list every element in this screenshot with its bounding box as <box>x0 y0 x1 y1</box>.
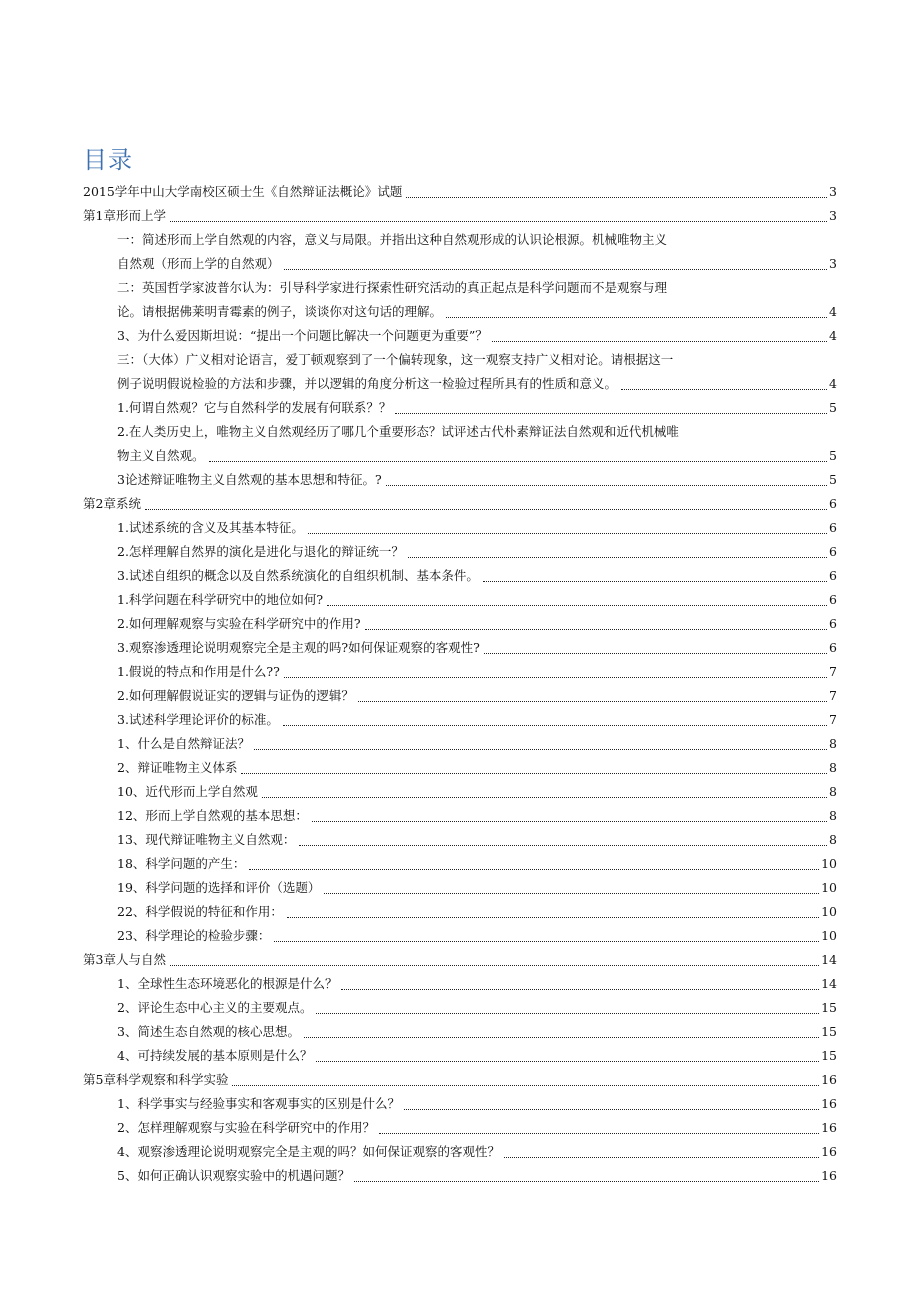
dot-leader <box>395 413 827 414</box>
toc-question-entry[interactable] <box>117 996 837 1020</box>
toc-page-number: 14 <box>821 952 837 967</box>
toc-page-number: 10 <box>821 880 837 895</box>
toc-question-entry[interactable] <box>117 924 837 948</box>
dot-leader <box>341 989 819 990</box>
toc-entry-text: 4、观察渗透理论说明观察完全是主观的吗？如何保证观察的客观性？ <box>117 1144 500 1159</box>
toc-page-number: 7 <box>829 712 837 727</box>
toc-page-number: 8 <box>829 736 837 751</box>
toc-entry-text: 3论述辩证唯物主义自然观的基本思想和特征。? <box>117 472 382 487</box>
toc-question-entry[interactable] <box>117 852 837 876</box>
dot-leader <box>312 821 827 822</box>
toc-entry-text: 3.试述科学理论评价的标准。 <box>117 712 279 727</box>
toc-chapter-entry[interactable] <box>83 492 837 516</box>
toc-entry-text: 物主义自然观。 <box>117 448 205 463</box>
toc-page-number: 16 <box>821 1144 837 1159</box>
toc-question-entry[interactable] <box>117 972 837 996</box>
toc-question-entry[interactable] <box>117 540 837 564</box>
toc-entry-text: 第5章科学观察和科学实验 <box>83 1072 229 1087</box>
toc-question-entry[interactable] <box>117 516 837 540</box>
dot-leader <box>249 869 819 870</box>
toc-question-entry[interactable] <box>117 420 837 468</box>
toc-question-entry[interactable] <box>117 828 837 852</box>
toc-page-number: 7 <box>829 688 837 703</box>
dot-leader <box>308 533 827 534</box>
dot-leader <box>324 893 819 894</box>
toc-question-entry[interactable] <box>117 324 837 348</box>
toc-question-entry[interactable] <box>117 756 837 780</box>
toc-page-number: 6 <box>829 640 837 655</box>
toc-question-entry[interactable] <box>117 564 837 588</box>
dot-leader <box>446 317 827 318</box>
toc-page-number: 10 <box>821 904 837 919</box>
dot-leader <box>283 725 827 726</box>
toc-chapter-entry[interactable] <box>83 204 837 228</box>
toc-entry-text: 自然观（形而上学的自然观） <box>117 256 280 271</box>
toc-entry-text: 19、科学问题的选择和评价（选题） <box>117 880 321 895</box>
dot-leader <box>358 701 827 702</box>
toc-entry-text-line: 三：（大体）广义相对论语言，爱丁顿观察到了一个偏转现象，这一观察支持广义相对论。请根据这一 <box>117 352 674 367</box>
dot-leader <box>241 773 827 774</box>
dot-leader <box>209 461 828 462</box>
toc-page-number: 8 <box>829 808 837 823</box>
dot-leader <box>254 749 827 750</box>
toc-entry-text-line: 2.在人类历史上，唯物主义自然观经历了哪几个重要形态？试评述古代朴素辩证法自然观和近代机械唯 <box>117 424 679 439</box>
toc-page-number: 6 <box>829 568 837 583</box>
toc-entry-text: 2.怎样理解自然界的演化是进化与退化的辩证统一？ <box>117 544 404 559</box>
toc-entry-text: 3.试述自组织的概念以及自然系统演化的自组织机制、基本条件。 <box>117 568 479 583</box>
toc-page-number: 10 <box>821 928 837 943</box>
toc-entry-text: 1.何谓自然观？它与自然科学的发展有何联系？？ <box>117 400 392 415</box>
toc-chapter-entry[interactable] <box>83 948 837 972</box>
toc-entry-text: 1.假说的特点和作用是什么?? <box>117 664 280 679</box>
toc-question-entry[interactable] <box>117 636 837 660</box>
toc-page-number: 3 <box>829 184 837 199</box>
toc-entry-text: 2.如何理解观察与实验在科学研究中的作用? <box>117 616 361 631</box>
toc-question-entry[interactable] <box>117 1164 837 1188</box>
dot-leader <box>484 653 827 654</box>
toc-question-entry[interactable] <box>117 1020 837 1044</box>
toc-entry-text: 1.科学问题在科学研究中的地位如何? <box>117 592 324 607</box>
toc-page-number: 5 <box>829 448 837 463</box>
toc-entry-text: 1.试述系统的含义及其基本特征。 <box>117 520 304 535</box>
dot-leader <box>145 509 827 510</box>
toc-question-entry[interactable] <box>117 612 837 636</box>
toc-question-entry[interactable] <box>117 780 837 804</box>
toc-page-number: 6 <box>829 496 837 511</box>
dot-leader <box>316 1013 819 1014</box>
toc-page-number: 7 <box>829 664 837 679</box>
toc-question-entry[interactable] <box>117 804 837 828</box>
dot-leader <box>284 677 827 678</box>
dot-leader <box>483 581 827 582</box>
toc-entry-text: 3、简述生态自然观的核心思想。 <box>117 1024 300 1039</box>
toc-page-number: 3 <box>829 208 837 223</box>
toc-entry-text: 3.观察渗透理论说明观察完全是主观的吗?如何保证观察的客观性? <box>117 640 480 655</box>
dot-leader <box>406 197 827 198</box>
toc-page-number: 5 <box>829 472 837 487</box>
toc-entry-text: 第2章系统 <box>83 496 141 511</box>
toc-entry-text: 1、科学事实与经验事实和客观事实的区别是什么？ <box>117 1096 400 1111</box>
toc-question-entry[interactable] <box>117 732 837 756</box>
toc-entry-text: 1、什么是自然辩证法？ <box>117 736 250 751</box>
toc-question-entry[interactable] <box>117 900 837 924</box>
toc-heading: 目录 <box>83 146 133 174</box>
toc-page-number: 14 <box>821 976 837 991</box>
toc-page-number: 4 <box>829 376 837 391</box>
toc-entry-text: 23、科学理论的检验步骤： <box>117 928 271 943</box>
toc-question-entry[interactable] <box>117 1116 837 1140</box>
toc-page-number: 10 <box>821 856 837 871</box>
dot-leader <box>404 1109 819 1110</box>
toc-entry-text: 3、为什么爱因斯坦说：“提出一个问题比解决一个问题更为重要”？ <box>117 328 488 343</box>
toc-entry-text: 4、可持续发展的基本原则是什么？ <box>117 1048 313 1063</box>
dot-leader <box>327 605 827 606</box>
dot-leader <box>299 845 827 846</box>
toc-entry-text: 22、科学假说的特征和作用： <box>117 904 283 919</box>
dot-leader <box>408 557 827 558</box>
toc-entry-text-line: 二：英国哲学家波普尔认为：引导科学家进行探索性研究活动的真正起点是科学问题而不是观察与理 <box>117 280 668 295</box>
toc-page-number: 6 <box>829 616 837 631</box>
toc-question-entry[interactable] <box>117 348 837 396</box>
toc-entry-text: 2、辩证唯物主义体系 <box>117 760 238 775</box>
toc-entry-text: 第1章形而上学 <box>83 208 166 223</box>
toc-question-entry[interactable] <box>117 276 837 324</box>
toc-entry-text: 论。请根据佛莱明青霉素的例子，谈谈你对这句话的理解。 <box>117 304 443 319</box>
toc-page-number: 16 <box>821 1096 837 1111</box>
toc-page-number: 8 <box>829 784 837 799</box>
dot-leader <box>621 389 827 390</box>
toc-entry-text: 1、全球性生态环境恶化的根源是什么？ <box>117 976 338 991</box>
dot-leader <box>304 1037 819 1038</box>
toc-page-number: 16 <box>821 1168 837 1183</box>
dot-leader <box>262 797 827 798</box>
toc-entry-text: 5、如何正确认识观察实验中的机遇问题？ <box>117 1168 350 1183</box>
toc-list <box>83 180 837 1188</box>
toc-page-number: 6 <box>829 544 837 559</box>
dot-leader <box>287 917 819 918</box>
toc-question-entry[interactable] <box>117 876 837 900</box>
toc-question-entry[interactable] <box>117 1044 837 1068</box>
toc-entry-text: 10、近代形而上学自然观 <box>117 784 258 799</box>
dot-leader <box>354 1181 819 1182</box>
dot-leader <box>386 485 827 486</box>
dot-leader <box>232 1085 819 1086</box>
toc-page-number: 16 <box>821 1120 837 1135</box>
dot-leader <box>274 941 819 942</box>
toc-entry-text: 例子说明假说检验的方法和步骤，并以逻辑的角度分析这一检验过程所具有的性质和意义。 <box>117 376 618 391</box>
dot-leader <box>492 341 827 342</box>
toc-page-number: 15 <box>821 1024 837 1039</box>
dot-leader <box>365 629 827 630</box>
toc-entry-text: 12、形而上学自然观的基本思想： <box>117 808 308 823</box>
toc-page-number: 4 <box>829 304 837 319</box>
toc-entry-text: 2.如何理解假说证实的逻辑与证伪的逻辑？ <box>117 688 354 703</box>
toc-page-number: 16 <box>821 1072 837 1087</box>
toc-entry-text-line: 一：简述形而上学自然观的内容，意义与局限。并指出这种自然观形成的认识论根源。机械唯物主义 <box>117 232 668 247</box>
toc-entry-text: 2015学年中山大学南校区硕士生《自然辩证法概论》试题 <box>83 184 403 199</box>
dot-leader <box>504 1157 819 1158</box>
toc-question-entry[interactable] <box>117 1140 837 1164</box>
toc-page-number: 15 <box>821 1048 837 1063</box>
toc-page-number: 6 <box>829 520 837 535</box>
toc-page-number: 15 <box>821 1000 837 1015</box>
toc-page-number: 3 <box>829 256 837 271</box>
toc-question-entry[interactable] <box>117 684 837 708</box>
toc-question-entry[interactable] <box>117 1092 837 1116</box>
toc-page-number: 8 <box>829 760 837 775</box>
toc-entry-text: 18、科学问题的产生： <box>117 856 246 871</box>
toc-page-number: 8 <box>829 832 837 847</box>
toc-entry-text: 第3章人与自然 <box>83 952 166 967</box>
toc-question-entry[interactable] <box>117 468 837 492</box>
toc-question-entry[interactable] <box>117 588 837 612</box>
toc-question-entry[interactable] <box>117 396 837 420</box>
dot-leader <box>316 1061 819 1062</box>
toc-entry-text: 2、怎样理解观察与实验在科学研究中的作用？ <box>117 1120 375 1135</box>
toc-entry-text: 13、现代辩证唯物主义自然观： <box>117 832 296 847</box>
dot-leader <box>170 221 827 222</box>
toc-question-entry[interactable] <box>117 228 837 276</box>
toc-page-number: 5 <box>829 400 837 415</box>
toc-chapter-entry[interactable] <box>83 180 837 204</box>
dot-leader <box>170 965 819 966</box>
toc-question-entry[interactable] <box>117 660 837 684</box>
toc-page-number: 6 <box>829 592 837 607</box>
dot-leader <box>284 269 828 270</box>
toc-chapter-entry[interactable] <box>83 1068 837 1092</box>
toc-entry-text: 2、评论生态中心主义的主要观点。 <box>117 1000 313 1015</box>
dot-leader <box>379 1133 819 1134</box>
toc-question-entry[interactable] <box>117 708 837 732</box>
toc-page-number: 4 <box>829 328 837 343</box>
